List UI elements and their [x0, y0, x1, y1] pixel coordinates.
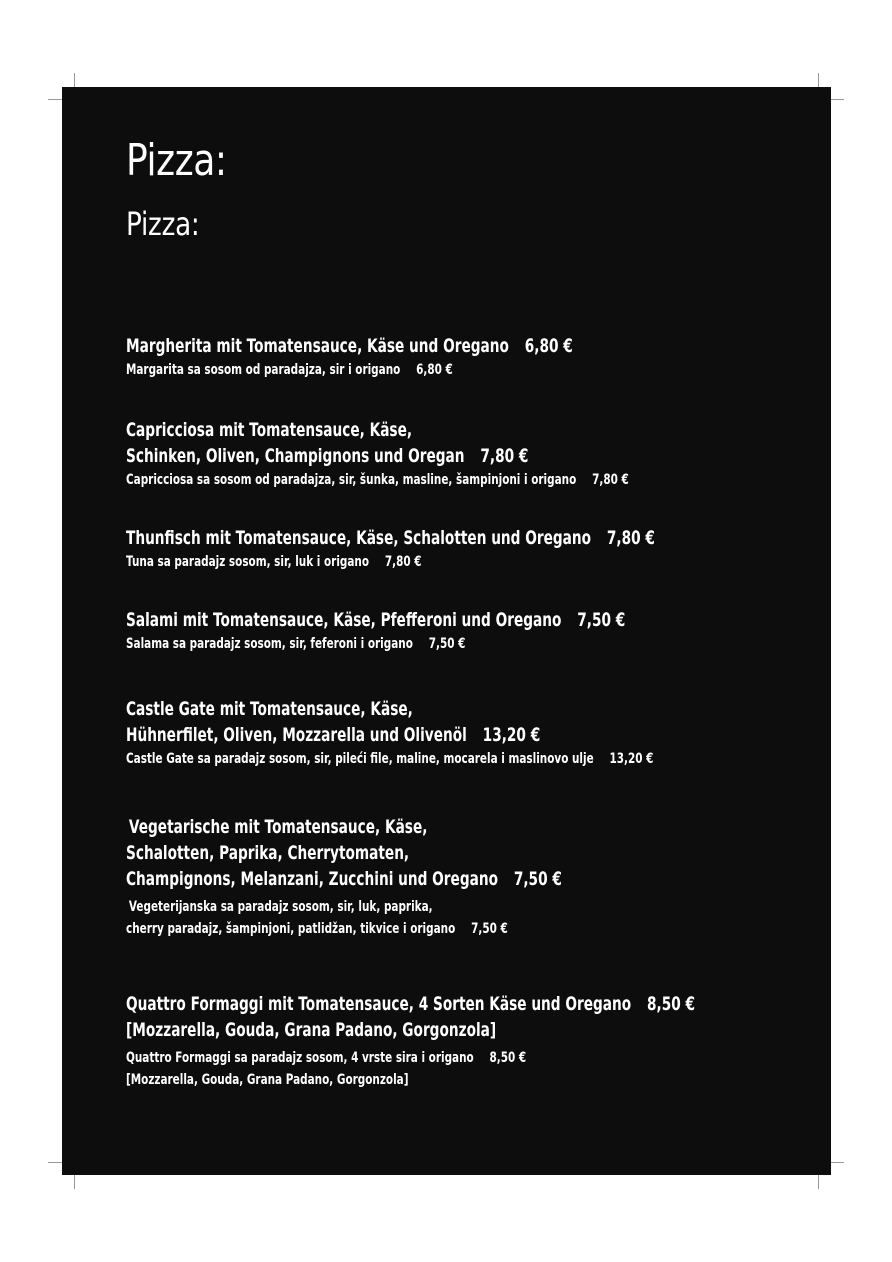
crop-mark [48, 1162, 62, 1163]
item-name-de: [Mozzarella, Gouda, Grana Padano, Gorgonzola] [126, 1019, 497, 1041]
item-name-hr: Salama sa paradajz sosom, sir, feferoni i origano 7,50 € [126, 633, 625, 655]
item-price-hr: 6,80 € [416, 362, 453, 378]
menu-item-quattro-formaggi [126, 991, 892, 1091]
menu-item-salami [126, 607, 819, 655]
menu-item-margherita [126, 333, 747, 381]
item-name-hr: Margarita sa sosom od paradajza, sir i origano 6,80 € [126, 359, 573, 381]
item-price-hr: 7,80 € [592, 472, 629, 488]
item-name-de: Salami mit Tomatensauce, Käse, Pfefferoni und Oregano 7,50 € [126, 609, 626, 631]
item-price-de: 7,80 € [480, 445, 529, 467]
page-title-hr: Pizza: [126, 205, 200, 243]
item-price-de: 8,50 € [647, 993, 696, 1015]
item-name-de: Schalotten, Paprika, Cherrytomaten, [126, 842, 410, 864]
item-name-de: Champignons, Melanzani, Zucchini und Oregano 7,50 € [126, 868, 562, 890]
item-price-de: 7,50 € [577, 609, 626, 631]
item-price-de: 7,50 € [513, 868, 562, 890]
item-name-de: Margherita mit Tomatensauce, Käse und Oregano 6,80 € [126, 335, 573, 357]
item-name-hr: Quattro Formaggi sa paradajz sosom, 4 vrste sira i origano 8,50 € [126, 1047, 695, 1069]
menu-item-thunfisch [126, 525, 861, 573]
item-price-hr: 13,20 € [609, 751, 654, 767]
item-name-hr: Capricciosa sa sosom od paradajza, sir, šunka, masline, šampinjoni i origano 7,80 € [126, 469, 629, 491]
menu-item-castle-gate [126, 696, 859, 770]
item-name-de: Thunfisch mit Tomatensauce, Käse, Schalotten und Oregano 7,80 € [126, 527, 655, 549]
crop-mark [830, 1162, 844, 1163]
item-name-de: Castle Gate mit Tomatensauce, Käse, [126, 698, 413, 720]
item-name-hr: Castle Gate sa paradajz sosom, sir, pileći file, maline, mocarela i maslinovo ulje 13,20 € [126, 748, 653, 770]
item-name-de: Capricciosa mit Tomatensauce, Käse, [126, 419, 413, 441]
crop-mark [48, 99, 62, 100]
crop-mark [74, 73, 75, 87]
item-price-hr: 7,50 € [428, 636, 466, 652]
item-name-hr: cherry paradajz, šampinjoni, patlidžan, tikvice i origano 7,50 € [126, 918, 562, 940]
item-price-hr: 7,80 € [384, 554, 422, 570]
item-price-hr: 7,50 € [471, 921, 508, 937]
item-name-de: Quattro Formaggi mit Tomatensauce, 4 Sorten Käse und Oregano 8,50 € [126, 993, 696, 1015]
item-name-hr: Vegeterijanska sa paradajz sosom, sir, luk, paprika, [128, 899, 433, 915]
crop-mark [830, 99, 844, 100]
item-name-de: Vegetarische mit Tomatensauce, Käse, [128, 816, 428, 838]
crop-mark [74, 1175, 75, 1189]
item-price-de: 6,80 € [524, 335, 573, 357]
crop-mark [818, 73, 819, 87]
item-price-de: 13,20 € [482, 724, 541, 746]
item-name-hr: Tuna sa paradajz sosom, sir, luk i origano 7,80 € [126, 551, 655, 573]
page-title-de: Pizza: [126, 135, 227, 186]
item-price-de: 7,80 € [606, 527, 655, 549]
item-name-de: Schinken, Oliven, Champignons und Oregan 7,80 € [126, 445, 529, 467]
menu-item-vegetarische [126, 814, 731, 940]
item-name-hr: [Mozzarella, Gouda, Grana Padano, Gorgonzola] [126, 1072, 409, 1088]
item-name-de: Hühnerfilet, Oliven, Mozzarella und Olivenöl 13,20 € [126, 724, 541, 746]
menu-page [62, 87, 831, 1175]
item-price-hr: 8,50 € [489, 1050, 527, 1066]
crop-mark [818, 1175, 819, 1189]
menu-item-capricciosa [126, 417, 824, 491]
